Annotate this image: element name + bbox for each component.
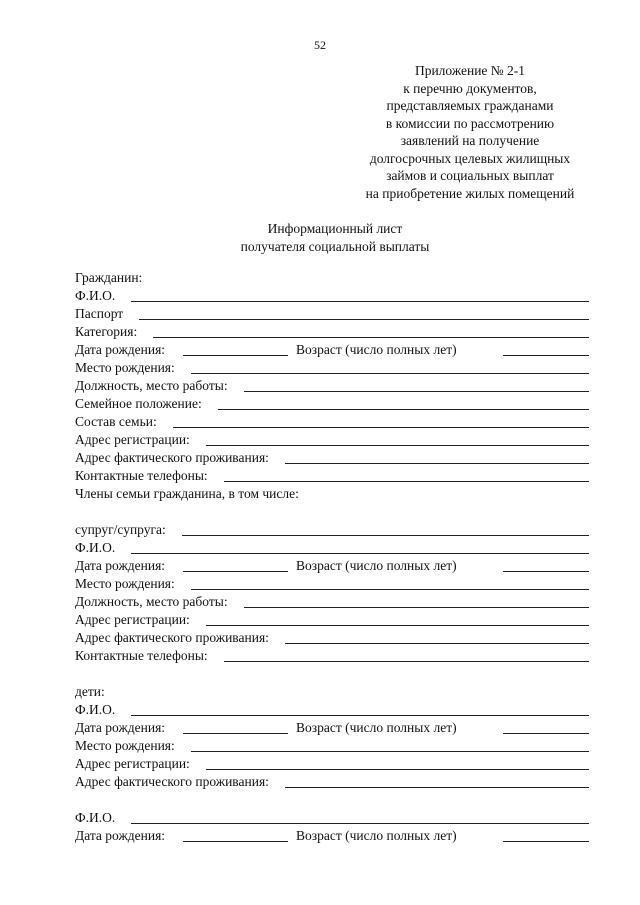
birth-date-label: Дата рождения:	[75, 342, 166, 357]
child-birth-place-row	[75, 736, 589, 754]
spouse-heading-row	[75, 520, 589, 538]
spouse-position-field[interactable]	[244, 607, 589, 608]
citizen-members-row	[75, 484, 589, 502]
spouse-birth-place-row	[75, 574, 589, 592]
spouse-reg-address-field[interactable]	[206, 625, 589, 626]
appendix-line: заявлений на получение	[400, 133, 540, 148]
position-label: Должность, место работы:	[75, 378, 228, 393]
appendix-line: долгосрочных целевых жилищных	[369, 150, 571, 166]
child2-birth-date-field[interactable]	[183, 841, 288, 842]
citizen-marital-row	[75, 394, 589, 412]
phones-label: Контактные телефоны:	[75, 468, 208, 483]
marital-field[interactable]	[218, 409, 589, 410]
passport-label: Паспорт	[75, 306, 124, 321]
document-title	[0, 220, 640, 255]
category-label: Категория:	[75, 324, 138, 339]
citizen-position-row	[75, 376, 589, 394]
spouse-reg-row	[75, 610, 589, 628]
spouse-fio-field[interactable]	[131, 553, 589, 554]
citizen-reg-row	[75, 430, 589, 448]
child-age-field[interactable]	[503, 733, 589, 734]
child-actual-row	[75, 772, 589, 790]
citizen-heading-row	[75, 268, 589, 286]
child2-dob-row	[75, 826, 589, 844]
child-birth-place-label: Место рождения:	[75, 738, 175, 753]
spouse-age-label: Возраст (число полных лет)	[296, 558, 457, 573]
spouse-birth-date-field[interactable]	[183, 571, 288, 572]
section-gap	[75, 664, 589, 682]
family-members-label: Члены семьи гражданина, в том числе:	[75, 486, 299, 501]
fio-field[interactable]	[131, 301, 589, 302]
child-birth-place-field[interactable]	[191, 751, 589, 752]
child-fio-row	[75, 700, 589, 718]
child2-age-label: Возраст (число полных лет)	[296, 828, 457, 843]
spouse-dob-row	[75, 556, 589, 574]
birth-date-field[interactable]	[183, 355, 288, 356]
child-birth-date-label: Дата рождения:	[75, 720, 166, 735]
phones-field[interactable]	[224, 481, 589, 482]
age-label: Возраст (число полных лет)	[296, 342, 457, 357]
appendix-header	[340, 62, 600, 202]
spouse-actual-address-field[interactable]	[285, 643, 589, 644]
child-fio-field[interactable]	[131, 715, 589, 716]
citizen-dob-row	[75, 340, 589, 358]
spouse-actual-address-label: Адрес фактического проживания:	[75, 630, 269, 645]
child-reg-row	[75, 754, 589, 772]
spouse-actual-row	[75, 628, 589, 646]
citizen-actual-row	[75, 448, 589, 466]
child-actual-address-field[interactable]	[285, 787, 589, 788]
child-reg-address-field[interactable]	[206, 769, 589, 770]
citizen-category-row	[75, 322, 589, 340]
passport-field[interactable]	[139, 319, 589, 320]
actual-address-field[interactable]	[285, 463, 589, 464]
spouse-phones-row	[75, 646, 589, 664]
spouse-phones-label: Контактные телефоны:	[75, 648, 208, 663]
birth-place-label: Место рождения:	[75, 360, 175, 375]
spouse-birth-place-label: Место рождения:	[75, 576, 175, 591]
child2-fio-field[interactable]	[131, 823, 589, 824]
child-fio-label: Ф.И.О.	[75, 702, 116, 717]
spouse-position-row	[75, 592, 589, 610]
child2-birth-date-label: Дата рождения:	[75, 828, 166, 843]
child2-fio-label: Ф.И.О.	[75, 810, 116, 825]
appendix-line: в комиссии по рассмотрению	[385, 115, 555, 131]
spouse-fio-label: Ф.И.О.	[75, 540, 116, 555]
citizen-family-row	[75, 412, 589, 430]
page-number: 52	[314, 38, 326, 52]
children-heading: дети:	[75, 684, 105, 699]
spouse-reg-address-label: Адрес регистрации:	[75, 612, 190, 627]
spouse-fio-row	[75, 538, 589, 556]
title-line: Информационный лист	[267, 221, 403, 236]
spouse-birth-date-label: Дата рождения:	[75, 558, 166, 573]
spouse-heading: супруг/супруга:	[75, 522, 166, 537]
child-actual-address-label: Адрес фактического проживания:	[75, 774, 269, 789]
citizen-birth-place-row	[75, 358, 589, 376]
section-gap	[75, 502, 589, 520]
reg-address-field[interactable]	[206, 445, 589, 446]
actual-address-label: Адрес фактического проживания:	[75, 450, 269, 465]
citizen-passport-row	[75, 304, 589, 322]
spouse-birth-place-field[interactable]	[191, 589, 589, 590]
family-field[interactable]	[173, 427, 589, 428]
family-label: Состав семьи:	[75, 414, 157, 429]
section-gap	[75, 790, 589, 808]
citizen-heading: Гражданин:	[75, 270, 143, 285]
fio-label: Ф.И.О.	[75, 288, 116, 303]
spouse-position-label: Должность, место работы:	[75, 594, 228, 609]
appendix-line: к перечню документов,	[403, 80, 537, 96]
info-form	[75, 268, 589, 844]
citizen-fio-row	[75, 286, 589, 304]
spouse-heading-field[interactable]	[182, 535, 589, 536]
child-reg-address-label: Адрес регистрации:	[75, 756, 190, 771]
child-age-label: Возраст (число полных лет)	[296, 720, 457, 735]
birth-place-field[interactable]	[191, 373, 589, 374]
spouse-phones-field[interactable]	[224, 661, 589, 662]
appendix-line: представляемых гражданами	[386, 98, 554, 113]
reg-address-label: Адрес регистрации:	[75, 432, 190, 447]
appendix-line: Приложение № 2-1	[414, 63, 526, 78]
child2-fio-row	[75, 808, 589, 826]
child-dob-row	[75, 718, 589, 736]
position-field[interactable]	[244, 391, 589, 392]
children-heading-row	[75, 682, 589, 700]
citizen-phones-row	[75, 466, 589, 484]
category-field[interactable]	[153, 337, 589, 338]
title-line: получателя социальной выплаты	[240, 238, 430, 254]
child2-age-field[interactable]	[503, 841, 589, 842]
spouse-age-field[interactable]	[503, 571, 589, 572]
appendix-line: на приобретение жилых помещений	[365, 185, 575, 201]
marital-label: Семейное положение:	[75, 396, 202, 411]
child-birth-date-field[interactable]	[183, 733, 288, 734]
appendix-line: займов и социальных выплат	[386, 168, 554, 183]
age-field[interactable]	[503, 355, 589, 356]
